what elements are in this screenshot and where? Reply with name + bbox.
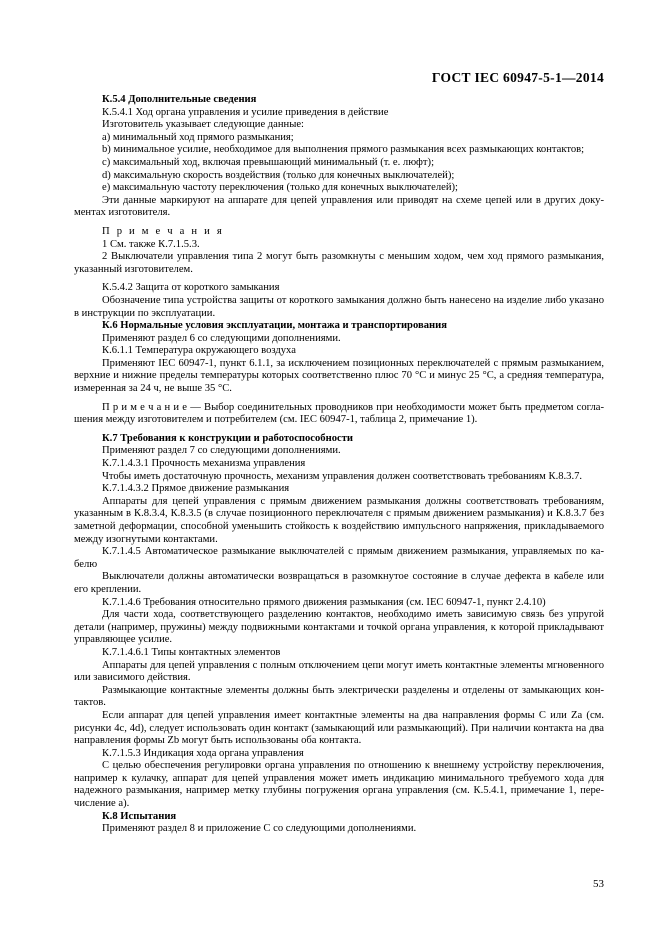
paragraph-k7146: К.7.1.4.6 Требования относительно прямого движения размыкания (см. IEC 60947-1, пункт 2.4.10) [102,596,546,608]
heading-k7: К.7 Требования к конструкции и работоспособности [102,432,354,444]
paragraph-k542: К.5.4.2 Защита от короткого замыкания [102,282,280,294]
note-1: 1 См. также К.7.1.5.3. [102,238,200,250]
paragraph-mechanism-strength: Чтобы иметь достаточную прочность, механизм управления должен соответствовать требованиям К.8.3.7. [102,470,583,482]
list-item-d: d) максимальную скорость воздействия (только для конечных выключателей); [102,169,455,181]
paragraph-direct-opening: Аппараты для цепей управления с прямым движением размыкания должны соответствовать требованиям, указанным в К.8.3.4, К.8.3.5 (в случае позиционного переключателя с прямым движением размыкания) и К.8.3.7 без заметной деформации, способной уменьшить стойкость к воздействию импульсного напряжения, прикладываемого между изогнутыми контактами. [74,495,604,545]
paragraph-k7153: К.7.1.5.3 Индикация хода органа управления [102,747,304,759]
page-number: 53 [593,878,604,890]
paragraph-k541: К.5.4.1 Ход органа управления и усилие приведения в действие [102,106,389,118]
paragraph-marking: Эти данные маркируют на аппарате для цепей управления или приводят на схеме цепей или в других документах изготовителя. [74,194,604,219]
paragraph-k7145: К.7.1.4.5 Автоматическое размыкание выключателей с прямым движением размыкания, управляемых по кабелю [74,546,604,570]
paragraph-auto-open: Выключатели должны автоматически возвращаться в разомкнутое состояние в случае дефекта в кабеле или его креплении. [74,571,604,595]
list-item-e: e) максимальную частоту переключения (только для конечных выключателей); [102,182,458,194]
list-item-a: a) минимальный ход прямого размыкания; [102,131,294,143]
note-2: 2 Выключатели управления типа 2 могут быть разомкнуты с меньшим ходом, чем ход прямого размыкания, указанный изготовителем. [74,251,604,275]
heading-k8: К.8 Испытания [102,810,177,822]
paragraph-section6-apply: Применяют раздел 6 со следующими дополнениями. [102,332,341,344]
document-body [74,94,604,836]
paragraph-contact-elements: Аппараты для цепей управления с полным отключением цепи могут иметь контактные элементы мгновенного или зависимого действия. [74,659,604,684]
paragraph-k71461: К.7.1.4.6.1 Типы контактных элементов [102,646,281,658]
note-conductors: П р и м е ч а н и е — Выбор соединительных проводников при необходимости может быть предметом соглашения между изготовителем и потребителем (см. IEC 60947-1, таблица 2, примечание 1). [74,401,604,426]
paragraph-k611: К.6.1.1 Температура окружающего воздуха [102,345,296,357]
paragraph-travel-indication: С целью обеспечения регулировки органа управления по отношению к внешнему устройству переключения, например к кулачку, аппарат для цепей управления может иметь индикацию минимального требуемого хода для надежного размыкания, например метку глубины погружения органа управления (см. К.5.4.1, примечание 1, перечисление а). [74,760,604,810]
paragraph-short-circuit: Обозначение типа устройства защиты от короткого замыкания должно быть нанесено на изделие либо указано в инструкции по эксплуатации. [74,294,604,319]
list-item-c: c) максимальный ход, включая превышающий минимальный (т. е. люфт); [102,156,435,168]
paragraph-section8-apply: Применяют раздел 8 и приложение С со следующими дополнениями. [102,823,417,835]
paragraph-two-direction-contacts: Если аппарат для цепей управления имеет контактные элементы на два направления формы С или Za (см. рисунки 4с, 4d), следует использовать один контакт (замыкающий или размыкающий). При наличии контакта на два направления формы Zb могут быть использованы оба контакта. [74,709,604,747]
paragraph-manufacturer-data: Изготовитель указывает следующие данные: [102,119,304,131]
page-header: ГОСТ IEC 60947-5-1—2014 [431,70,604,85]
list-item-b: b) минимальное усилие, необходимое для выполнения прямого размыкания всех размыкающих контактов; [102,144,585,156]
notes-heading: П р и м е ч а н и я [102,225,224,237]
paragraph-k714332: К.7.1.4.3.2 Прямое движение размыкания [102,483,290,495]
heading-k54: К.5.4 Дополнительные сведения [102,94,257,105]
paragraph-temperature: Применяют IEC 60947-1, пункт 6.1.1, за исключением позиционных переключателей с прямым размыканием, верхние и нижние пределы температуры которых соответственно плюс 70 °С и минус 25 °С, а средняя температура, измеренная за 24 ч, не выше 35 °С. [74,357,604,395]
paragraph-break-contacts: Размыкающие контактные элементы должны быть электрически разделены и отделены от замыкающих контактов. [74,684,604,709]
paragraph-travel-part: Для части хода, соответствующего разделению контактов, необходимо иметь зависимую связь без упругой детали (например, пружины) между подвижными контактами и точкой органа управления, к которой прикладывают управляющее усилие. [74,609,604,646]
paragraph-k714331: К.7.1.4.3.1 Прочность механизма управления [102,458,306,470]
paragraph-section7-apply: Применяют раздел 7 со следующими дополнениями. [102,445,341,457]
heading-k6: К.6 Нормальные условия эксплуатации, монтажа и транспортирования [102,320,447,332]
